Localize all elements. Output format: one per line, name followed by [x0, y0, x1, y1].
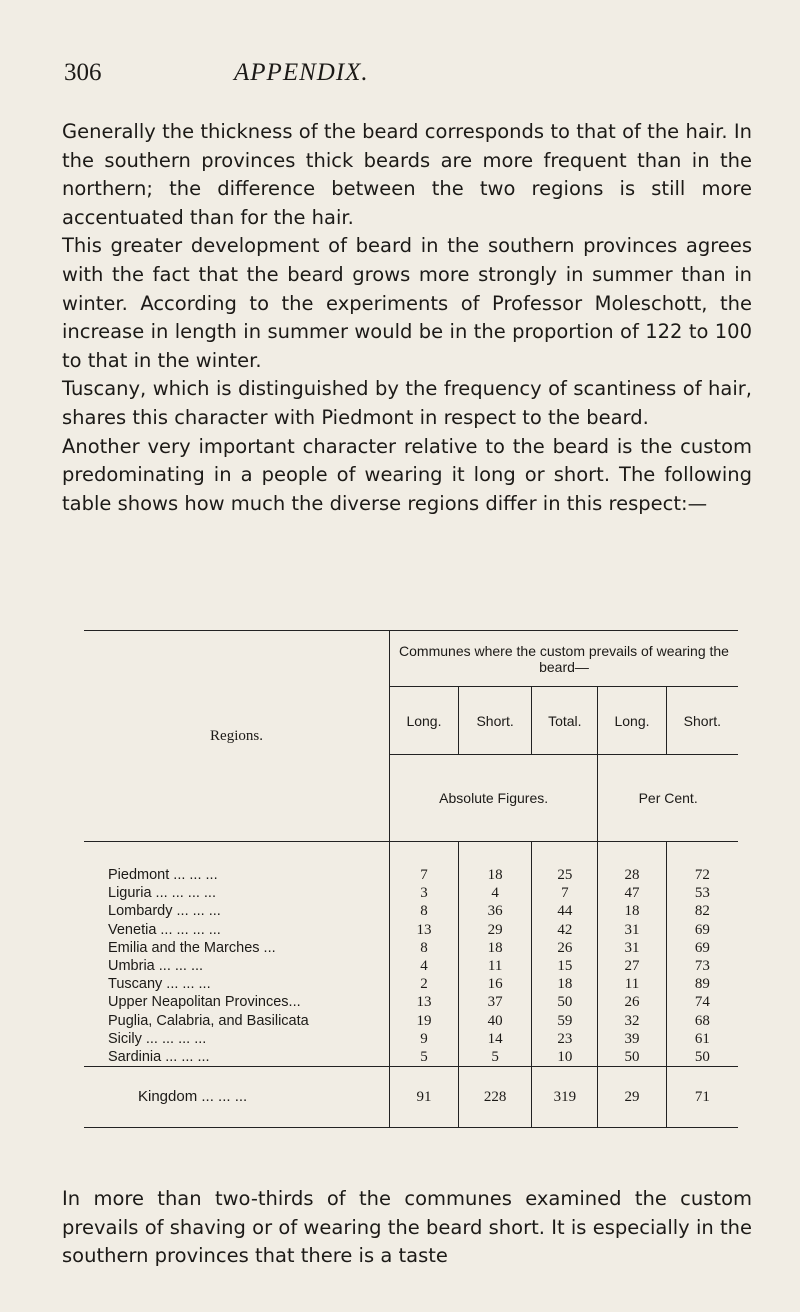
intro-text [62, 118, 752, 518]
cell: 89 [666, 975, 738, 993]
column-header-total: Total. [532, 687, 598, 755]
cell: 26 [598, 993, 666, 1011]
cell: 69 [666, 939, 738, 957]
cell: 69 [666, 921, 738, 939]
cell: 10 [532, 1048, 598, 1067]
cell: 91 [390, 1067, 459, 1128]
cell: 31 [598, 921, 666, 939]
cell: 11 [598, 975, 666, 993]
cell: 16 [458, 975, 531, 993]
cell: 8 [390, 939, 459, 957]
table-row [84, 939, 738, 957]
cell: 68 [666, 1012, 738, 1030]
running-header [0, 55, 800, 95]
table-row [84, 902, 738, 920]
per-cent-header: Per Cent. [598, 755, 738, 842]
cell: 37 [458, 993, 531, 1011]
cell: 50 [532, 993, 598, 1011]
region-name: Piedmont ... ... ... [84, 842, 390, 885]
running-title: APPENDIX. [234, 59, 369, 86]
paragraph: Tuscany, which is distinguished by the frequency of scantiness of hair, shares this character with Piedmont in respect to the beard. [62, 377, 752, 429]
cell: 36 [458, 902, 531, 920]
cell: 23 [532, 1030, 598, 1048]
cell: 26 [532, 939, 598, 957]
total-label: Kingdom ... ... ... [84, 1067, 390, 1128]
cell: 39 [598, 1030, 666, 1048]
cell: 2 [390, 975, 459, 993]
region-name: Liguria ... ... ... ... [84, 884, 390, 902]
cell: 7 [532, 884, 598, 902]
cell: 5 [458, 1048, 531, 1067]
column-header-long: Long. [390, 687, 459, 755]
regions-header: Regions. [84, 631, 390, 842]
table-row [84, 1012, 738, 1030]
cell: 18 [532, 975, 598, 993]
table-row [84, 993, 738, 1011]
region-name: Lombardy ... ... ... [84, 902, 390, 920]
cell: 11 [458, 957, 531, 975]
table-row [84, 842, 738, 885]
total-row [84, 1067, 738, 1128]
table-row [84, 975, 738, 993]
cell: 29 [458, 921, 531, 939]
region-name: Umbria ... ... ... [84, 957, 390, 975]
region-name: Tuscany ... ... ... [84, 975, 390, 993]
cell: 82 [666, 902, 738, 920]
cell: 13 [390, 921, 459, 939]
cell: 74 [666, 993, 738, 1011]
group-header: Communes where the custom prevails of wearing the beard— [390, 631, 739, 687]
cell: 14 [458, 1030, 531, 1048]
region-name: Sicily ... ... ... ... [84, 1030, 390, 1048]
region-name: Sardinia ... ... ... [84, 1048, 390, 1067]
cell: 5 [390, 1048, 459, 1067]
table-row [84, 884, 738, 902]
cell: 44 [532, 902, 598, 920]
cell: 73 [666, 957, 738, 975]
cell: 28 [598, 842, 666, 885]
cell: 8 [390, 902, 459, 920]
cell: 4 [390, 957, 459, 975]
paragraph: This greater development of beard in the southern provinces agrees with the fact that the beard grows more strongly in summer than in winter. According to the experiments of Professor Moleschott, the increase in length in summer would be in the proportion of 122 to 100 to that in the winter. [62, 234, 752, 372]
paragraph: In more than two-thirds of the communes examined the custom prevails of shaving or of wearing the beard short. It is especially in the southern provinces that there is a taste [62, 1187, 752, 1268]
beard-custom-table [84, 630, 738, 1128]
column-header-long-percent: Long. [598, 687, 666, 755]
cell: 228 [458, 1067, 531, 1128]
cell: 31 [598, 939, 666, 957]
region-name: Upper Neapolitan Provinces... [84, 993, 390, 1011]
cell: 3 [390, 884, 459, 902]
region-name: Emilia and the Marches ... [84, 939, 390, 957]
table-row [84, 1048, 738, 1067]
region-name: Venetia ... ... ... ... [84, 921, 390, 939]
page-number: 306 [64, 59, 102, 86]
table-row [84, 921, 738, 939]
cell: 42 [532, 921, 598, 939]
cell: 25 [532, 842, 598, 885]
cell: 18 [458, 842, 531, 885]
cell: 27 [598, 957, 666, 975]
table-row [84, 1030, 738, 1048]
paragraph: Another very important character relative to the beard is the custom predominating in a people of wearing it long or short. The following table shows how much the diverse regions differ in this respect:— [62, 434, 752, 515]
cell: 18 [598, 902, 666, 920]
cell: 32 [598, 1012, 666, 1030]
cell: 29 [598, 1067, 666, 1128]
cell: 72 [666, 842, 738, 885]
cell: 50 [666, 1048, 738, 1067]
absolute-figures-header: Absolute Figures. [390, 755, 598, 842]
paragraph: Generally the thickness of the beard corresponds to that of the hair. In the southern provinces thick beards are more frequent than in the northern; the difference between the two regions is still more accentuated than for the hair. [62, 120, 752, 229]
cell: 61 [666, 1030, 738, 1048]
cell: 53 [666, 884, 738, 902]
column-header-short: Short. [458, 687, 531, 755]
cell: 19 [390, 1012, 459, 1030]
cell: 47 [598, 884, 666, 902]
table-row [84, 957, 738, 975]
region-name: Puglia, Calabria, and Basilicata [84, 1012, 390, 1030]
column-header-short-percent: Short. [666, 687, 738, 755]
cell: 40 [458, 1012, 531, 1030]
cell: 319 [532, 1067, 598, 1128]
outro-text [62, 1185, 752, 1271]
cell: 18 [458, 939, 531, 957]
cell: 59 [532, 1012, 598, 1030]
cell: 4 [458, 884, 531, 902]
cell: 7 [390, 842, 459, 885]
cell: 15 [532, 957, 598, 975]
cell: 50 [598, 1048, 666, 1067]
cell: 13 [390, 993, 459, 1011]
cell: 9 [390, 1030, 459, 1048]
cell: 71 [666, 1067, 738, 1128]
